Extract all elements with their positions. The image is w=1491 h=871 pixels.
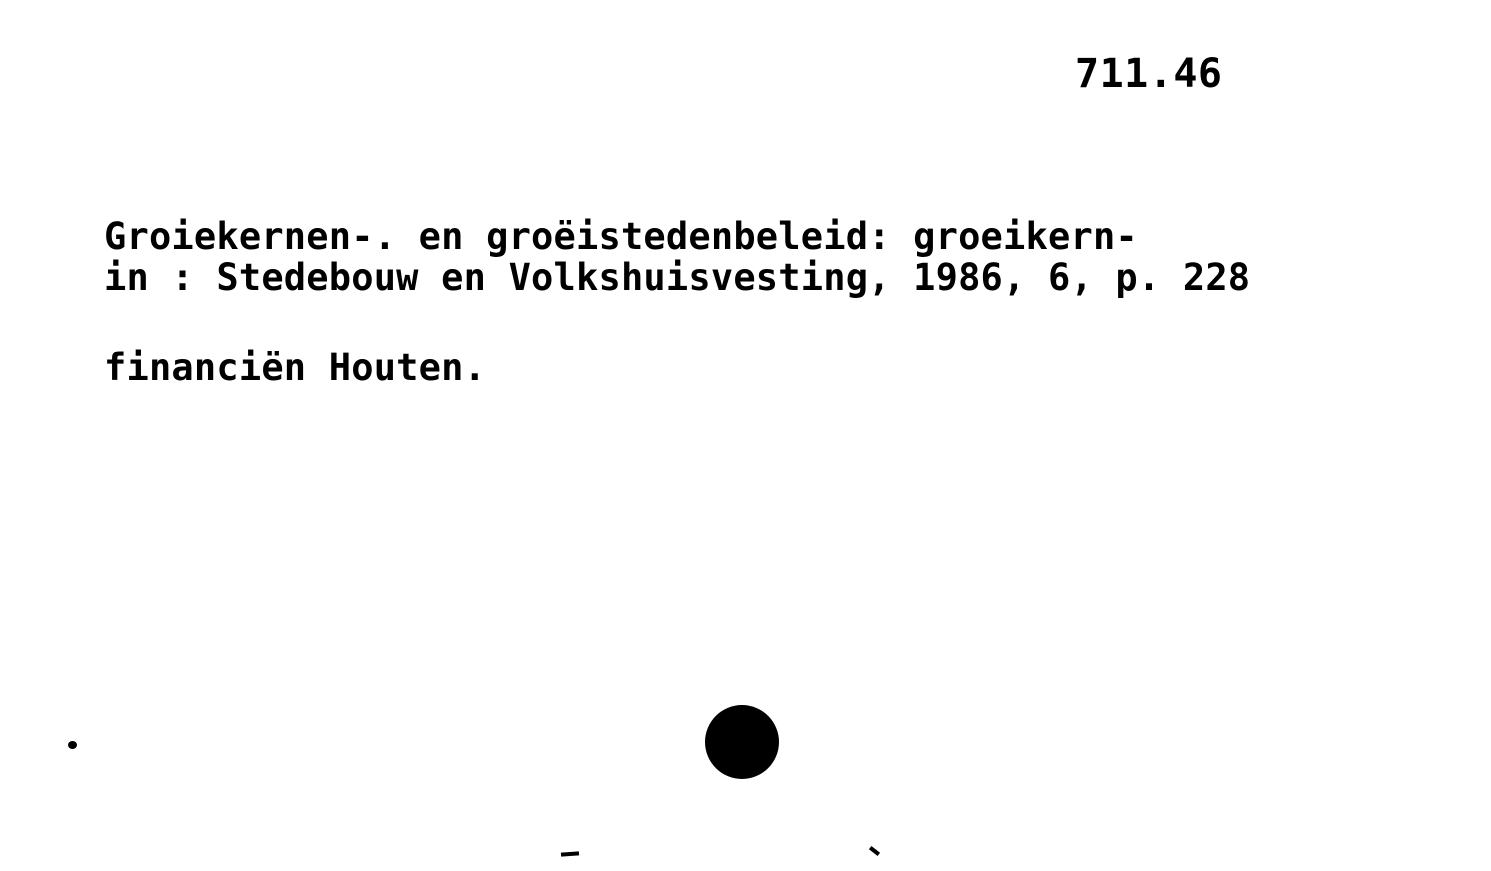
record-title-line-2: financiën Houten.: [104, 346, 487, 390]
record-title-line-1: Groiekernen-. en groëistedenbeleid: groeikern-: [104, 215, 1138, 259]
black-dot-mark: [705, 705, 779, 779]
record-title: [104, 128, 1424, 477]
record-source-citation: in : Stedebouw en Volkshuisvesting, 1986, 6, p. 228: [104, 256, 1251, 299]
classification-number: 711.46: [1075, 51, 1223, 97]
speck-mark-bottom-right: [869, 846, 880, 856]
speck-mark-bottom-left: [561, 851, 579, 856]
speck-mark-left: [68, 741, 77, 749]
